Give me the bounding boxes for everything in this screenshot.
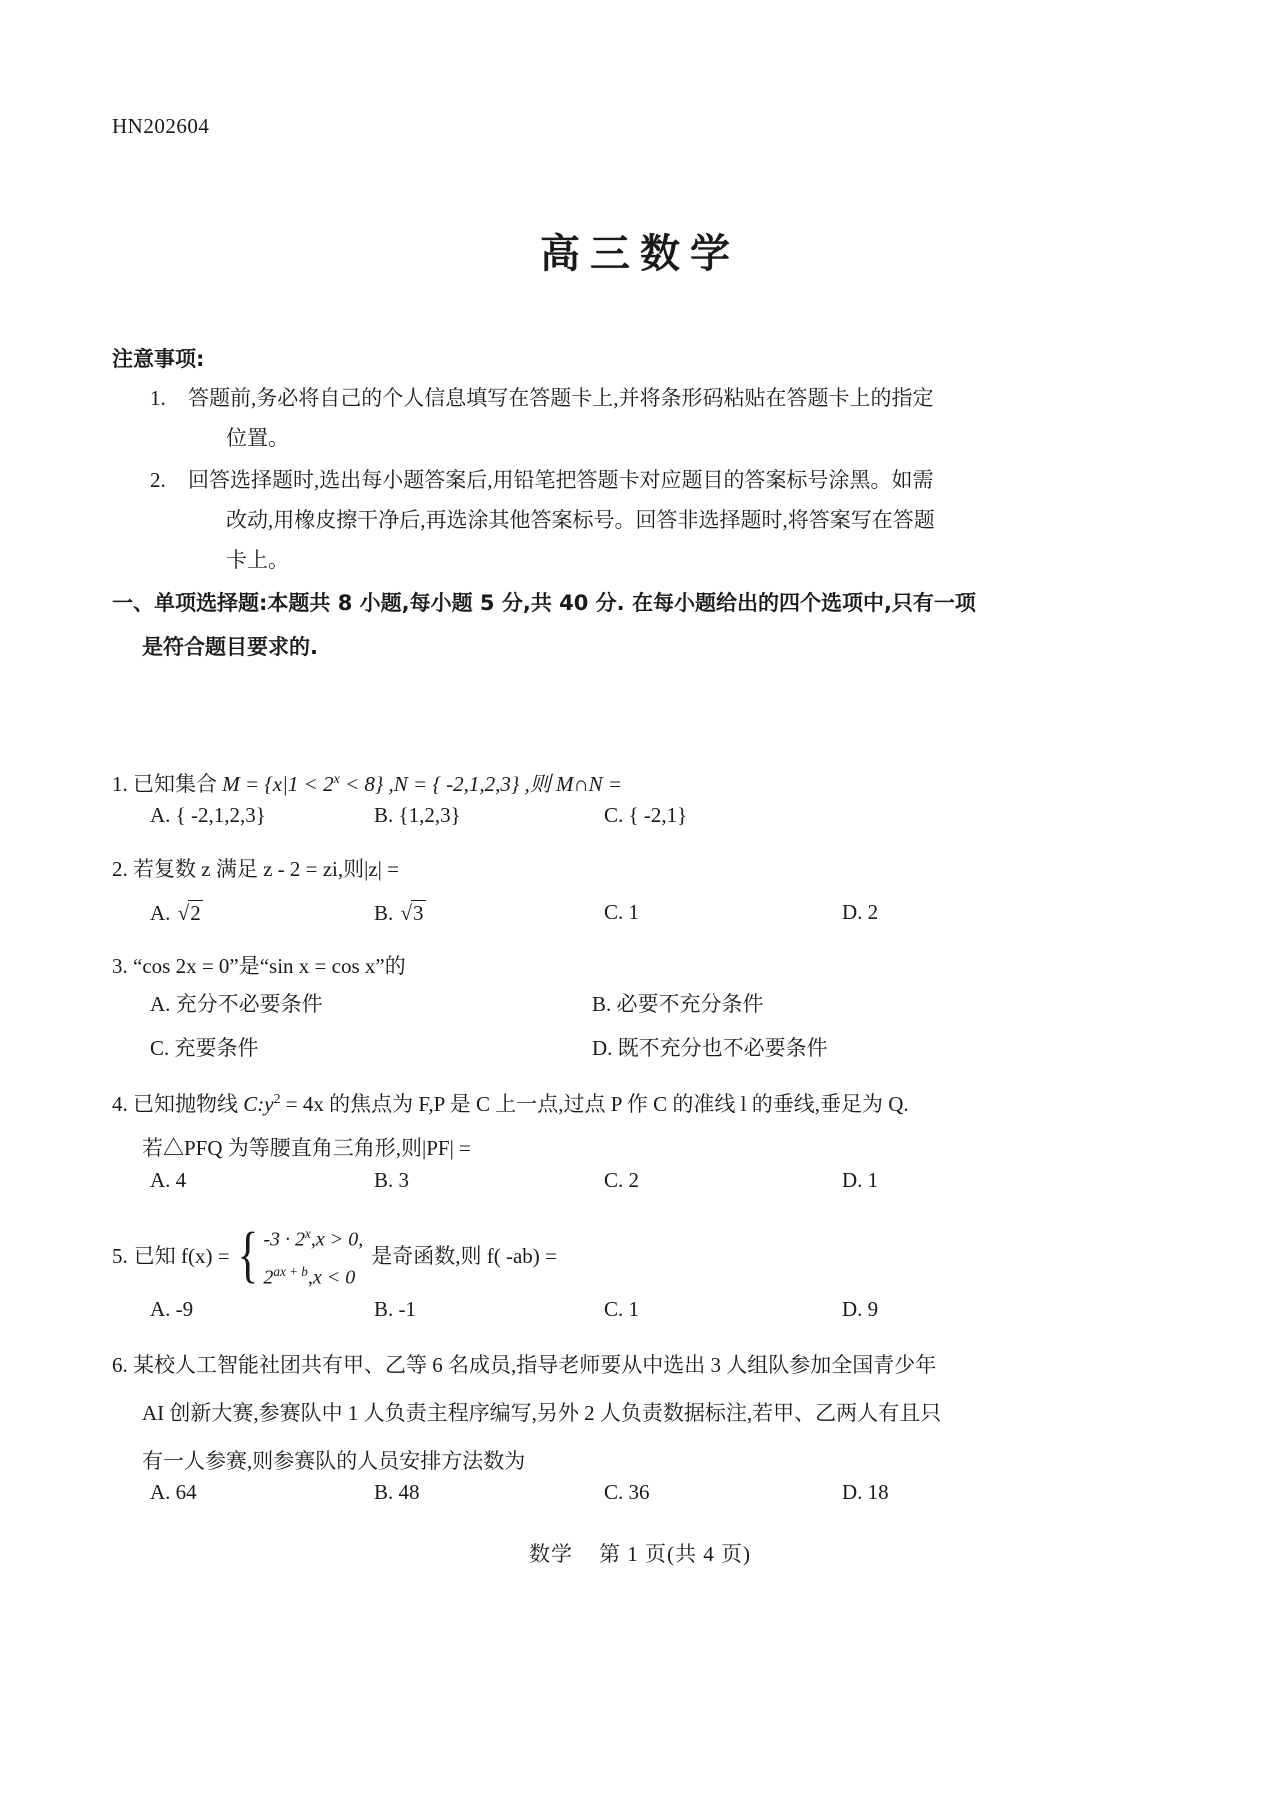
option-label: A. [150,803,171,827]
option-row [112,1168,1177,1212]
option-label: C. [604,1480,624,1504]
option-row [112,1297,1177,1341]
option-text: {1,2,3} [398,803,461,827]
option-text: 1 [867,1168,879,1192]
math-condition: ,x < 0 [307,1266,356,1289]
option-row [112,1032,1177,1076]
note-item [112,378,1172,458]
radicand: 3 [413,901,424,925]
note-text [188,460,1172,580]
footer-subject: 数学 [529,1542,573,1566]
question-number: 6. [112,1353,128,1377]
option-d[interactable] [842,1297,878,1322]
option-d[interactable] [842,1480,889,1505]
option-label: A. [150,992,171,1016]
option-text: 9 [867,1297,879,1321]
note-number: 1. [150,386,166,410]
piecewise-function [230,1218,364,1293]
footer-page-number: 第 1 页(共 4 页) [599,1542,751,1566]
question-2 [112,847,1177,891]
section-heading [112,581,1177,669]
option-label: B. [374,1168,394,1192]
options-3 [112,988,1177,1076]
option-d[interactable] [592,1032,828,1062]
stem-text: 若复数 z 满足 z - 2 = zi,则|z| = [133,857,399,881]
math-condition: ,x > 0, [310,1228,364,1251]
question-stem-line: 若△PFQ 为等腰直角三角形,则|PF| = [142,1136,471,1160]
option-b[interactable] [374,803,461,828]
option-b[interactable] [374,1168,409,1193]
question-stem [112,1341,1177,1389]
piecewise-row-bottom [263,1256,363,1294]
option-text: 4 [175,1168,187,1192]
question-number: 5. [112,1243,128,1268]
option-text: 48 [398,1480,420,1504]
option-label: A. [150,901,171,925]
note-line: 卡上。 [226,548,289,572]
note-item [112,460,1172,580]
option-label: D. [592,1036,613,1060]
stem-text: 已知抛物线 [133,1092,244,1116]
option-text: -1 [398,1297,417,1321]
option-text: { -2,1} [628,803,688,827]
option-row [112,803,1177,847]
option-c[interactable] [604,1480,650,1505]
option-c[interactable] [604,900,639,925]
option-label: B. [374,803,394,827]
question-4 [112,1077,1177,1170]
option-text: 充分不必要条件 [175,992,323,1016]
option-a[interactable] [150,1168,186,1193]
option-row [112,900,1177,944]
question-stem [112,847,1177,891]
stem-text: 是奇函数,则 f( -ab) = [371,1243,557,1268]
option-text: 2 [867,900,879,924]
math-expr: 2 [263,1266,274,1289]
note-line: 改动,用橡皮擦干净后,再选涂其他答案标号。回答非选择题时,将答案写在答题 [226,508,935,532]
stem-text: 已知集合 [133,772,223,796]
sqrt-symbol: √3 [400,901,424,925]
question-6 [112,1341,1177,1485]
option-label: D. [842,1297,863,1321]
option-text: 2 [628,1168,640,1192]
option-c[interactable] [604,803,687,828]
option-label: C. [604,1168,624,1192]
option-label: A. [150,1480,171,1504]
option-label: C. [604,1297,624,1321]
option-label: B. [592,992,612,1016]
option-b[interactable] [374,900,426,926]
option-a[interactable] [150,1297,193,1322]
options-2 [112,900,1177,944]
sqrt-symbol: √2 [177,901,201,925]
option-a[interactable] [150,803,266,828]
option-label: A. [150,1168,171,1192]
options-1 [112,803,1177,847]
section-heading-line: 一、单项选择题:本题共 8 小题,每小题 5 分,共 40 分. 在每小题给出的四个选项中,只有一项 [112,591,976,615]
math-expr: -3 · 2 [263,1228,306,1251]
question-stem [112,944,1177,988]
page-footer [0,1538,1280,1568]
option-text: 充要条件 [174,1036,259,1060]
option-d[interactable] [842,1168,878,1193]
stem-text: = 4x 的焦点为 F,P 是 C 上一点,过点 P 作 C 的准线 l 的垂线,垂足为 Q. [280,1092,909,1116]
option-text: { -2,1,2,3} [175,803,266,827]
option-b[interactable] [374,1297,416,1322]
notes-heading: 注意事项: [112,347,205,371]
option-text: 64 [175,1480,197,1504]
note-text [188,378,1172,458]
piecewise-row-top [263,1218,363,1256]
radicand: 2 [190,901,201,925]
math-exponent: ax + b [273,1263,308,1279]
notes-list [112,378,1172,582]
stem-text: 某校人工智能社团共有甲、乙等 6 名成员,指导老师要从中选出 3 人组队参加全国青少年 [133,1353,937,1377]
question-5 [112,1218,1177,1293]
question-stem-line: AI 创新大赛,参赛队中 1 人负责主程序编写,另外 2 人负责数据标注,若甲、乙两人有且只 [142,1401,942,1425]
question-stem [112,1077,1177,1126]
option-label: D. [842,1480,863,1504]
options-4 [112,1168,1177,1212]
stem-text: 已知 f(x) = [133,1243,230,1268]
document-code: HN202604 [112,114,210,138]
option-label: C. [150,1036,170,1060]
option-b[interactable] [592,988,764,1018]
option-label: D. [842,900,863,924]
options-5 [112,1297,1177,1341]
option-text: 既不充分也不必要条件 [617,1036,828,1060]
option-c[interactable] [150,1032,259,1062]
option-d[interactable] [842,900,878,925]
question-number: 1. [112,772,128,796]
note-number: 2. [150,468,166,492]
question-number: 2. [112,857,128,881]
option-label: B. [374,901,394,925]
math-expr: M = {x|1 < 2 [222,772,334,796]
note-line: 位置。 [226,426,289,450]
stem-text: “cos 2x = 0”是“sin x = cos x”的 [133,954,406,978]
option-c[interactable] [604,1297,639,1322]
question-stem [112,1218,1177,1293]
option-label: D. [842,1168,863,1192]
math-exponent: 2 [273,1091,281,1106]
option-text: -9 [175,1297,194,1321]
option-label: B. [374,1297,394,1321]
math-expr: < 8} ,N = { -2,1,2,3} ,则 M∩N = [339,772,623,796]
option-text: 18 [867,1480,889,1504]
option-label: B. [374,1480,394,1504]
option-a[interactable] [150,988,323,1018]
options-6 [112,1480,1177,1524]
option-row [112,988,1177,1032]
question-stem-line: 有一人参赛,则参赛队的人员安排方法数为 [142,1449,526,1473]
option-text: 必要不充分条件 [616,992,764,1016]
question-stem [112,757,1177,806]
math-exponent: x [305,1226,311,1241]
option-a[interactable] [150,900,203,926]
question-1 [112,757,1177,806]
option-label: C. [604,803,624,827]
option-text: 3 [398,1168,410,1192]
question-number: 3. [112,954,128,978]
question-number: 4. [112,1092,128,1116]
option-text: 36 [628,1480,650,1504]
note-line: 答题前,务必将自己的个人信息填写在答题卡上,并将条形码粘贴在答题卡上的指定 [188,386,934,410]
piecewise-rows [263,1218,363,1293]
note-line: 回答选择题时,选出每小题答案后,用铅笔把答题卡对应题目的答案标号涂黑。如需 [188,468,934,492]
option-text: 1 [628,900,640,924]
question-3 [112,944,1177,988]
option-c[interactable] [604,1168,639,1193]
option-row [112,1480,1177,1524]
math-exponent: x [333,771,340,786]
option-a[interactable] [150,1480,197,1505]
option-b[interactable] [374,1480,420,1505]
option-label: C. [604,900,624,924]
option-label: A. [150,1297,171,1321]
left-brace-icon: { [237,1220,258,1289]
section-heading-line: 是符合题目要求的. [142,635,318,659]
page-title: 高三数学 [540,231,740,277]
math-expr: C:y [243,1092,274,1116]
option-text: 1 [628,1297,640,1321]
